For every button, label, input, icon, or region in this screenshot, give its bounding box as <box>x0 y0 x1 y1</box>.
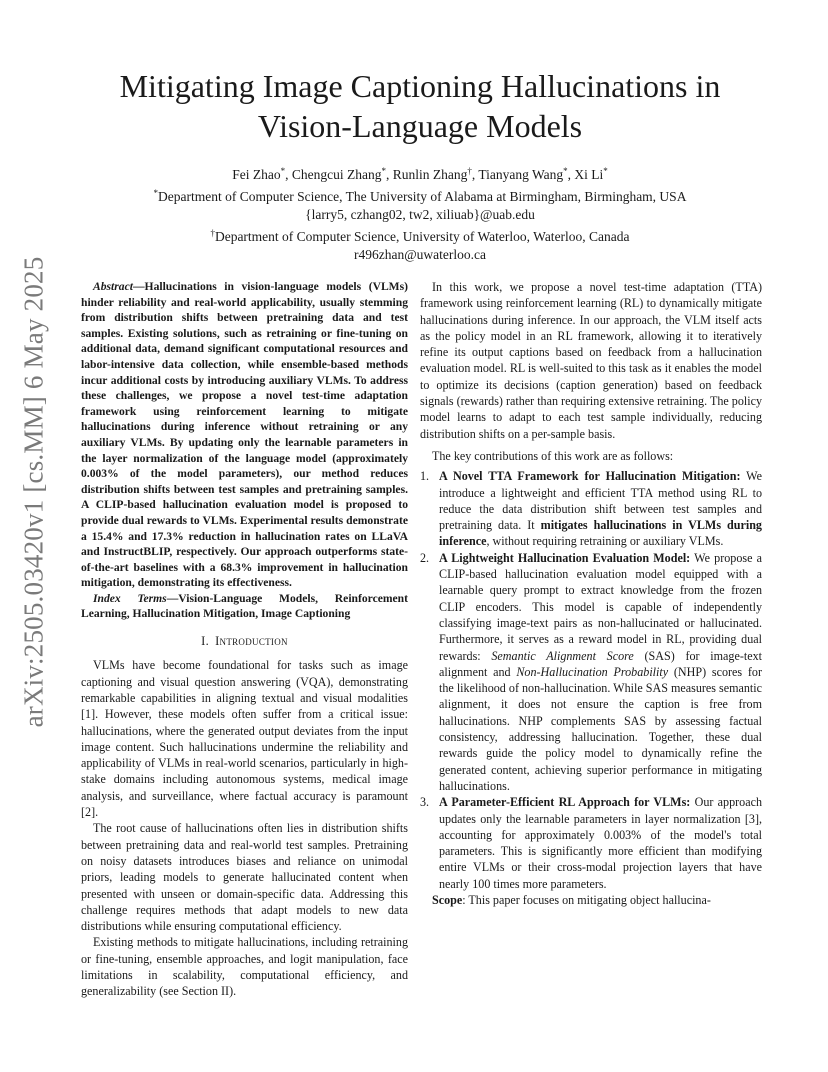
author-names: Fei Zhao*, Chengcui Zhang*, Runlin Zhang†, Tianyang Wang*, Xi Li* <box>232 166 608 182</box>
email-2: r496zhan@uwaterloo.ca <box>353 247 486 262</box>
affiliation-1: *Department of Computer Science, The University of Alabama at Birmingham, Birmingham, USA <box>153 188 687 204</box>
right-intro-paragraph: In this work, we propose a novel test-time adaptation (TTA) framework using reinforcement learning (RL) to dynamically mitigate hallucinations during inference. In our approach, the VLM itself acts as the policy model in an RL framework, allowing it to iteratively refine its output captions based on feedback from a hallucination evaluation model. RL is well-suited to this task as it enables the model to optimize its decisions (caption generation) based on feedback signals (rewards) rather than requiring extensive retraining. The policy model learns to adapt to each test sample individually, reducing distribution shifts on a per-sample basis. <box>420 280 762 441</box>
contributions-list <box>420 468 762 892</box>
intro-paragraph-1: VLMs have become foundational for tasks such as image captioning and visual question answering (VQA), demonstrating remarkable capabilities in aligning textual and visual modalities [1]. However, these models often suffer from a critical issue: hallucinations, where the generated output deviates from the input image content. Such hallucinations undermine the reliability and applicability of VLMs in real-world scenarios, particularly in high-stake domains including autonomous systems, medical image analysis, and surveillance, where factual accuracy is paramount [2]. <box>81 658 408 820</box>
email-1: {larry5, czhang02, tw2, xiliuab}@uab.edu <box>305 207 535 222</box>
right-column <box>420 279 762 908</box>
arxiv-id-text: arXiv:2505.03420v1 [cs.MM] 6 May 2025 <box>18 256 49 728</box>
contribution-item: 2. A Lightweight Hallucination Evaluation Model: We propose a CLIP-based hallucination evaluation model equipped with a learnable query prompt to extract knowledge from the frozen CLIP encoders. This model is capable of independently classifying image-text pairs as non-hallucinated or hallucinated. Furthermore, it serves as a reward model in RL, providing dual rewards: Semantic Alignment Score (SAS) for image-text alignment and Non-Hallucination Probability (NHP) scores for the likelihood of non-hallucination. While SAS measures semantic alignment, it does not ensure the caption is free from hallucinations. NHP complements SAS by assessing factual consistency, addressing hallucination. Together, these dual rewards guide the policy model to dynamically refine the generated content, achieving superior performance in mitigating hallucinations. <box>420 550 762 793</box>
title-line-1: Mitigating Image Captioning Hallucinations in <box>119 68 721 104</box>
author-block <box>80 162 760 264</box>
contributions-lead: The key contributions of this work are as follows: <box>432 448 674 463</box>
title-line-2: Vision-Language Models <box>257 108 583 144</box>
abstract: Abstract—Hallucinations in vision-language models (VLMs) hinder reliability and real-world applicability, usually stemming from distribution shifts between pretraining data and test samples. Existing solutions, such as retraining or fine-tuning on additional data, demand significant computational resources and labor-intensive data collection, while ensemble-based methods incur additional costs by introducing auxiliary VLMs. To address these challenges, we propose a novel test-time adaptation framework using reinforcement learning to mitigate hallucinations during inference without retraining or any auxiliary VLMs. By updating only the learnable parameters in the layer normalization of the language model (approximately 0.003% of the model parameters), our method reduces distribution shifts between test samples and pretraining samples. A CLIP-based hallucination evaluation model is proposed to provide dual rewards to VLMs. Experimental results demonstrate a 15.4% and 17.3% reduction in hallucination rates on LLaVA and InstructBLIP, respectively. Our approach outperforms state-of-the-art baselines with a 68.3% improvement in hallucination mitigation, demonstrating its effectiveness. <box>81 280 408 590</box>
intro-paragraph-3: Existing methods to mitigate hallucinations, including retraining or fine-tuning, ensemble approaches, and logit manipulation, face limitations in scalability, computational efficiency, and generalizability (see Section II). <box>81 935 408 999</box>
contribution-item: 1. A Novel TTA Framework for Hallucination Mitigation: We introduce a lightweight and efficient TTA method using RL to reduce the data distribution shift between test samples and pretraining data. It mitigates hallucinations in VLMs during inference, without requiring retraining or auxiliary VLMs. <box>420 469 762 549</box>
contribution-item: 3. A Parameter-Efficient RL Approach for VLMs: Our approach updates only the learnable parameters in layer normalization [3], accounting for approximately 0.003% of the model's total parameters. This is significantly more efficient than modifying entire VLMs or their cross-modal projection layers that have nearly 100 times more parameters. <box>420 795 762 891</box>
affiliation-2: †Department of Computer Science, University of Waterloo, Waterloo, Canada <box>210 228 630 244</box>
scope-paragraph: Scope: This paper focuses on mitigating object hallucina- <box>432 892 711 907</box>
paper-title <box>80 66 760 146</box>
index-terms: Index Terms—Vision-Language Models, Reinforcement Learning, Hallucination Mitigation, Image Captioning <box>81 591 408 621</box>
intro-paragraph-2: The root cause of hallucinations often lies in distribution shifts between pretraining data and real-world test samples. Pretraining on noisy datasets introduces biases and reliance on unimodal priors, leading models to generate hallucinated content when presented with unseen or domain-specific data. Addressing this challenge requires methods that adapt models to new data distributions while ensuring computational efficiency. <box>81 821 408 934</box>
arxiv-identifier-sidebar <box>4 256 64 728</box>
left-column <box>81 279 408 1000</box>
section-heading-introduction: I. Introduction <box>201 634 288 649</box>
